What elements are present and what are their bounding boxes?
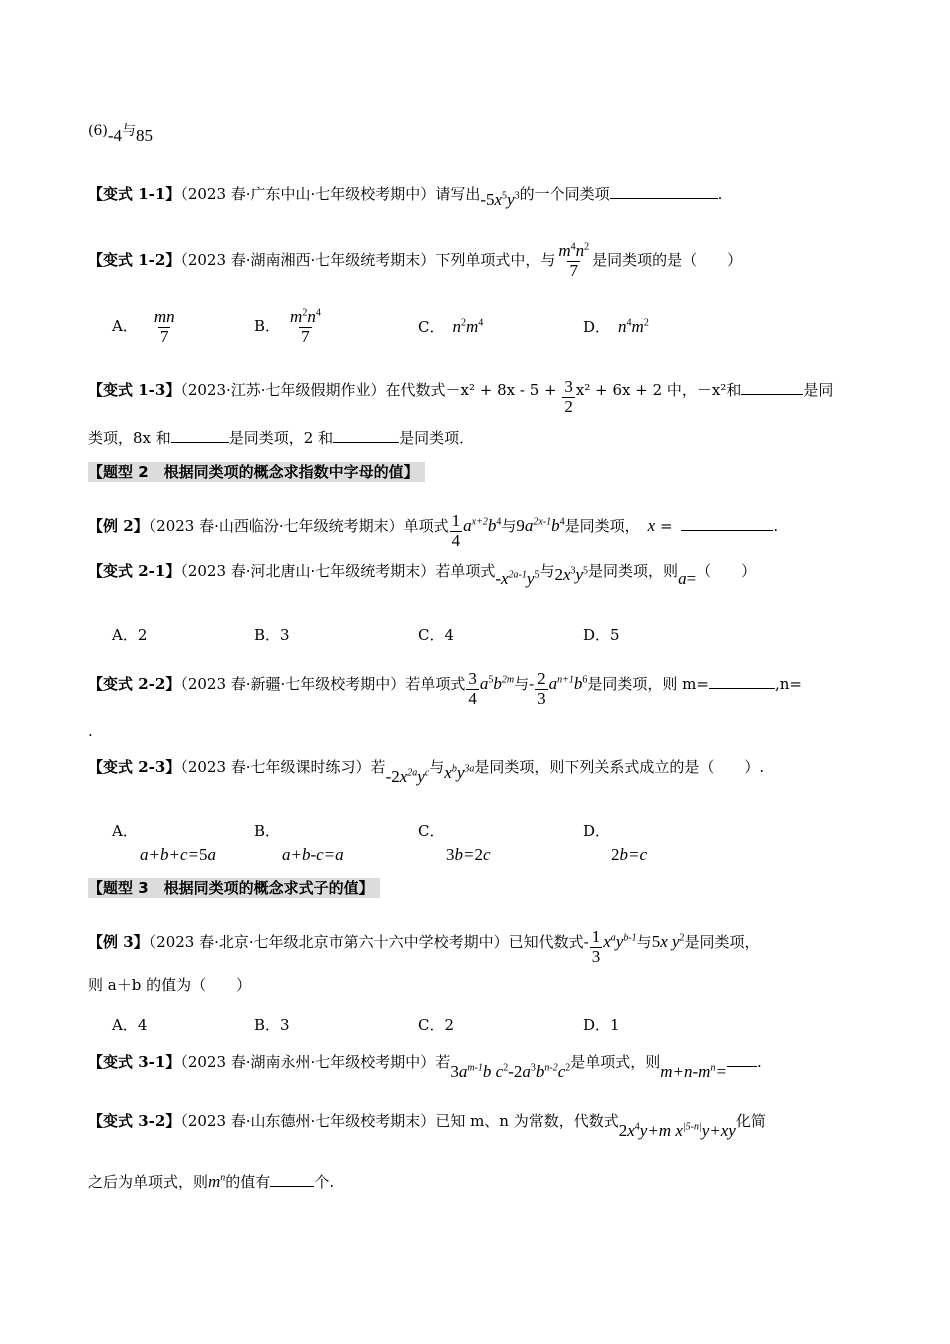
answer-blank-1[interactable]: [741, 380, 803, 395]
answer-blank-3[interactable]: [333, 428, 399, 443]
option-c[interactable]: C．2: [418, 1016, 455, 1034]
item-6-expr-b: 85: [136, 126, 154, 145]
example-2-text2: 与: [501, 517, 517, 536]
variant-1-3: [88, 372, 890, 416]
example-3-tag: 【例 3】: [88, 933, 149, 952]
variant-2-1-text3: 是同类项，则: [588, 562, 679, 580]
example-2-text3: 是同类项，: [564, 517, 640, 536]
option-a-label: A．: [112, 822, 138, 840]
variant-1-3-text3: 是同: [803, 381, 834, 400]
variant-1-1-text2: 的一个同类项: [519, 185, 610, 203]
variant-3-2-expr: $2x^4y+m$ $x^{|5-n|}y+xy$: [618, 1121, 736, 1140]
variant-3-1-target: $m+n-m^n=$: [660, 1062, 727, 1081]
variant-2-2-text3: 是同类项，则 m=: [587, 675, 709, 694]
example-2-tag: 【例 2】: [88, 517, 149, 536]
variant-3-2: [88, 1112, 890, 1140]
option-c-expr: 3b=2c: [446, 845, 491, 864]
variant-2-3-text2: 与: [429, 758, 445, 776]
example-3-line2: 则 a＋b 的值为（ ）: [88, 976, 252, 994]
example-2-expr-a: $a^{x+2}b^4$: [463, 516, 502, 536]
variant-1-2-tag: 【变式 1-2】: [88, 251, 181, 270]
variant-1-3-line2b: 是同类项，2 和: [228, 429, 334, 447]
option-a-fraction: $\frac{mn}{7}$: [153, 307, 175, 346]
option-d-label: D．: [583, 318, 611, 336]
answer-blank[interactable]: [727, 1052, 757, 1067]
option-a[interactable]: [112, 308, 178, 346]
option-b[interactable]: [254, 820, 344, 864]
variant-2-3-expr-b: $x^by^{3a}$: [444, 763, 475, 782]
variant-1-3-line2a: 类项，8x 和: [88, 429, 171, 447]
option-d[interactable]: D．5: [583, 626, 620, 644]
variant-1-1-tag: 【变式 1-1】: [88, 185, 181, 203]
variant-1-3-line2: [88, 428, 890, 446]
option-c-label: C．: [418, 318, 445, 336]
item-6-label: (6): [88, 123, 108, 139]
variant-3-1-text: 若: [435, 1053, 451, 1071]
example-2: 【例 2】（2023 春·山西临汾·七年级统考期末）单项式 $\frac{1}{4}$ $a^{x+2}b^4$与$9a^{2x-1}b^4$是同类项， x = .: [88, 511, 779, 550]
option-b-fraction: $\frac{m^2n^4}{7}$: [290, 307, 321, 346]
option-d[interactable]: [583, 316, 649, 337]
item-6: [88, 124, 890, 144]
example-2-source: （2023 春·山西临汾·七年级统考期末）: [148, 517, 404, 536]
variant-2-2-fraction-a: $\frac{3}{4}$: [468, 669, 477, 708]
option-d-expr: $n^4m^2$: [618, 317, 649, 336]
answer-blank-2[interactable]: [171, 428, 229, 443]
variant-2-1-expr-b: $2x^3y^5$: [554, 565, 589, 584]
example-3-text: 已知代数式-: [508, 933, 589, 952]
answer-blank[interactable]: [610, 184, 718, 199]
section-header-2: 【题型 2 根据同类项的概念求指数中字母的值】: [88, 462, 425, 482]
variant-3-2-source: （2023 春·山东德州·七年级校考期末）: [180, 1112, 436, 1130]
example-3-text3: 是同类项，: [684, 933, 760, 952]
option-a[interactable]: A．2: [112, 626, 148, 644]
period: .: [773, 517, 779, 536]
example-3-expr-b: 5x $y^2$: [651, 932, 685, 952]
variant-2-3: [88, 758, 890, 786]
example-2-x: x: [647, 516, 656, 536]
option-d[interactable]: [583, 820, 648, 864]
option-b-label: B．: [254, 317, 281, 336]
option-b[interactable]: [254, 308, 324, 346]
variant-2-2-expr-a: $a^5b^{2m}$: [479, 674, 515, 694]
variant-2-1-text2: 与: [539, 562, 555, 580]
variant-2-1-tag: 【变式 2-1】: [88, 562, 181, 580]
example-2-text: 单项式: [403, 517, 449, 536]
variant-1-1-expr: $-5x^5y^3$: [480, 190, 520, 209]
variant-2-1-source: （2023 春·河北唐山·七年级统考期末）: [180, 562, 436, 580]
period: .: [717, 185, 723, 203]
variant-2-2-text4: ,n=: [774, 675, 802, 694]
example-3-text2: 与: [636, 933, 652, 952]
option-b-expr: a+b-c=a: [282, 845, 344, 864]
variant-3-2-line2: [88, 1172, 890, 1190]
option-c[interactable]: [418, 820, 491, 864]
option-a[interactable]: A．4: [112, 1016, 148, 1034]
option-a[interactable]: [112, 820, 216, 864]
variant-1-2-text2: 是同类项的是（ ）: [592, 251, 743, 270]
variant-3-1-text2: 是单项式，则: [570, 1053, 661, 1071]
variant-3-2-text2: 化简: [735, 1112, 766, 1130]
variant-3-1: [88, 1052, 890, 1081]
variant-1-1-source: （2023 春·广东中山·七年级校考期中）: [180, 185, 436, 203]
variant-2-3-tag: 【变式 2-3】: [88, 758, 181, 776]
variant-3-2-tag: 【变式 3-2】: [88, 1112, 181, 1130]
option-b-label: B．: [254, 822, 281, 840]
answer-blank-m[interactable]: [709, 674, 775, 689]
variant-3-1-tag: 【变式 3-1】: [88, 1053, 181, 1071]
option-c-expr: $n^2m^4$: [452, 317, 484, 336]
variant-1-3-text: 在代数式－x² + 8x - 5 +: [385, 381, 562, 400]
variant-2-3-source: （2023 春·七年级课时练习）: [180, 758, 371, 776]
option-b[interactable]: B．3: [254, 626, 290, 644]
variant-1-3-tag: 【变式 1-3】: [88, 381, 181, 400]
variant-2-1-expr-a: $-x^{2a-1}y^5$: [495, 569, 540, 588]
variant-2-1-paren: （ ）: [696, 562, 757, 580]
variant-2-2-text2: 与-: [514, 675, 535, 694]
variant-2-2-expr-b: $a^{n+1}b^6$: [548, 674, 588, 694]
variant-1-3-line2c: 是同类项．: [399, 429, 475, 447]
variant-2-2-text: 若单项式: [405, 675, 466, 694]
variant-1-3-text2: x² + 6x + 2 中，－x²和: [575, 381, 742, 400]
option-d-label: D．: [583, 822, 611, 840]
variant-2-3-text: 若: [370, 758, 386, 776]
variant-1-2-text: 下列单项式中，与: [435, 251, 556, 270]
option-d-expr: 2b=c: [611, 845, 648, 864]
variant-2-1-text: 若单项式: [435, 562, 496, 580]
variant-3-1-source: （2023 春·湖南永州·七年级校考期中）: [180, 1053, 436, 1071]
answer-blank[interactable]: [681, 516, 773, 531]
variant-2-2-tag: 【变式 2-2】: [88, 675, 181, 694]
variant-2-3-text3: 是同类项，则下列关系式成立的是（ ）.: [474, 758, 765, 776]
option-d[interactable]: D．1: [583, 1016, 620, 1034]
variant-1-2: [88, 242, 890, 280]
variant-3-2-line2a: 之后为单项式，则: [88, 1173, 209, 1191]
option-c[interactable]: [418, 316, 483, 337]
variant-3-2-text: 已知 m、n 为常数，代数式: [435, 1112, 619, 1130]
example-2-fraction: $\frac{1}{4}$: [451, 511, 461, 550]
example-2-expr-b: $9a^{2x-1}b^4$: [516, 516, 565, 536]
option-a-label: A．: [112, 317, 138, 336]
variant-1-1: [88, 184, 890, 209]
example-3: [88, 924, 890, 966]
example-3-fraction: $\frac{1}{3}$: [591, 927, 601, 966]
option-c[interactable]: C．4: [418, 626, 455, 644]
variant-1-2-source: （2023 春·湖南湘西·七年级统考期末）: [180, 251, 436, 270]
example-3-source: （2023 春·北京·七年级北京市第六十六中学校考期中）: [148, 933, 509, 952]
variant-2-1: [88, 562, 890, 588]
item-6-text: 与: [122, 123, 137, 139]
period: .: [756, 1053, 762, 1071]
variant-2-2-source: （2023 春·新疆·七年级校考期中）: [180, 675, 406, 694]
option-a-expr: a+b+c=5a: [140, 845, 216, 864]
option-c-label: C．: [418, 822, 445, 840]
variant-2-2-line2: .: [88, 722, 93, 740]
answer-blank[interactable]: [270, 1172, 314, 1187]
variant-2-2: [88, 666, 890, 708]
variant-1-2-fraction: $\frac{m^4n^2}{7}$: [558, 241, 590, 280]
variant-1-1-text: 请写出: [435, 185, 481, 203]
variant-1-3-source: （2023·江苏·七年级假期作业）: [180, 381, 386, 400]
variant-3-2-line2b: 的值有: [225, 1173, 271, 1191]
variant-3-2-mn: $m^n$: [208, 1172, 226, 1191]
variant-3-2-line2c: 个.: [314, 1173, 335, 1191]
variant-1-3-fraction: $\frac{3}{2}$: [564, 377, 573, 416]
section-header-3: 【题型 3 根据同类项的概念求式子的值】: [88, 878, 380, 898]
option-b[interactable]: B．3: [254, 1016, 290, 1034]
example-3-expr-a: $x^ay^{b-1}$: [603, 932, 637, 952]
variant-2-3-expr-a: $-2x^{2a}y^c$: [385, 767, 430, 786]
variant-3-1-expr: $3a^{m-1}b$ $c^2-2a^3b^{n-2}c^2$: [450, 1062, 571, 1081]
item-6-expr-a: -4: [107, 126, 123, 145]
variant-2-1-a: a=: [678, 569, 697, 588]
variant-2-2-fraction-b: $\frac{2}{3}$: [537, 669, 546, 708]
